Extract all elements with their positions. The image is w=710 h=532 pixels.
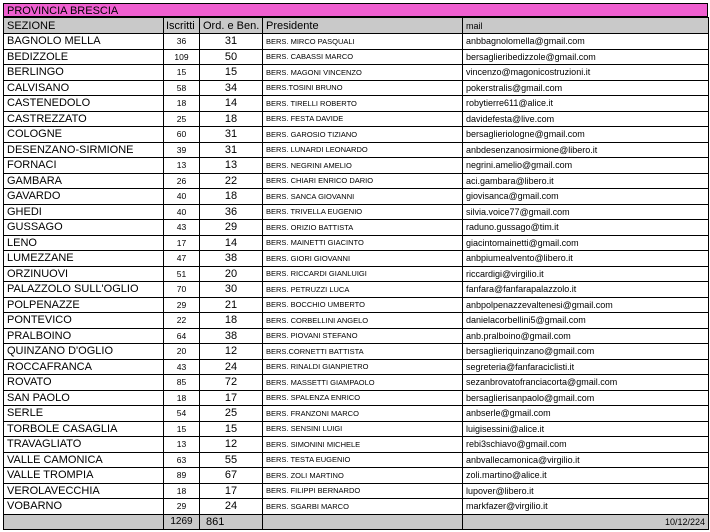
- cell-mail[interactable]: raduno.gussago@tim.it: [463, 220, 709, 236]
- cell-iscritti[interactable]: 39: [164, 142, 200, 158]
- cell-mail[interactable]: bersaglierisanpaolo@gmail.com: [463, 390, 709, 406]
- cell-presidente[interactable]: BERS. LUNARDI LEONARDO: [263, 142, 463, 158]
- cell-presidente[interactable]: BERS. SGARBI MARCO: [263, 499, 463, 515]
- cell-ord-ben[interactable]: 38: [200, 251, 263, 267]
- table-row: [4, 220, 709, 236]
- cell-ord-ben[interactable]: 25: [200, 406, 263, 422]
- cell-sezione[interactable]: GHEDI: [4, 204, 164, 220]
- cell-presidente[interactable]: BERS. SPALENZA ENRICO: [263, 390, 463, 406]
- table-row: [4, 421, 709, 437]
- cell-presidente[interactable]: BERS. SANCA GIOVANNI: [263, 189, 463, 205]
- table-row: [4, 189, 709, 205]
- header-iscritti[interactable]: Iscritti: [164, 18, 200, 34]
- table-row: [4, 266, 709, 282]
- cell-presidente[interactable]: BERS. FRANZONI MARCO: [263, 406, 463, 422]
- cell-presidente[interactable]: BERS.TOSINI BRUNO: [263, 80, 463, 96]
- cell-ord-ben[interactable]: 24: [200, 499, 263, 515]
- cell-presidente[interactable]: BERS. FILIPPI BERNARDO: [263, 483, 463, 499]
- cell-mail[interactable]: giacintomainetti@gmail.com: [463, 235, 709, 251]
- cell-sezione[interactable]: ROVATO: [4, 375, 164, 391]
- cell-iscritti[interactable]: 22: [164, 313, 200, 329]
- cell-presidente[interactable]: BERS. ZOLI MARTINO: [263, 468, 463, 484]
- cell-ord-ben[interactable]: 67: [200, 468, 263, 484]
- table-row: [4, 235, 709, 251]
- cell-iscritti[interactable]: 20: [164, 344, 200, 360]
- cell-presidente[interactable]: BERS. GAROSIO TIZIANO: [263, 127, 463, 143]
- cell-ord-ben[interactable]: 30: [200, 282, 263, 298]
- table-row: [4, 390, 709, 406]
- cell-ord-ben[interactable]: 12: [200, 344, 263, 360]
- cell-sezione[interactable]: FORNACI: [4, 158, 164, 174]
- table-row: [4, 282, 709, 298]
- cell-presidente[interactable]: BERS. TRIVELLA EUGENIO: [263, 204, 463, 220]
- table-body: [4, 34, 709, 515]
- table-row: [4, 313, 709, 329]
- header-presidente[interactable]: Presidente: [263, 18, 463, 34]
- cell-ord-ben[interactable]: 18: [200, 189, 263, 205]
- table-row: [4, 406, 709, 422]
- cell-mail[interactable]: anbpiumealvento@libero.it: [463, 251, 709, 267]
- cell-iscritti[interactable]: 64: [164, 328, 200, 344]
- cell-presidente[interactable]: BERS. CORBELLINI ANGELO: [263, 313, 463, 329]
- cell-presidente[interactable]: BERS. SENSINI LUIGI: [263, 421, 463, 437]
- cell-ord-ben[interactable]: 12: [200, 437, 263, 453]
- cell-iscritti[interactable]: 51: [164, 266, 200, 282]
- table-row: [4, 483, 709, 499]
- cell-mail[interactable]: fanfara@fanfarapalazzolo.it: [463, 282, 709, 298]
- cell-presidente[interactable]: BERS. TESTA EUGENIO: [263, 452, 463, 468]
- cell-sezione[interactable]: BERLINGO: [4, 65, 164, 81]
- totals-empty-cell[interactable]: [4, 514, 164, 529]
- cell-ord-ben[interactable]: 21: [200, 297, 263, 313]
- table-row: [4, 96, 709, 112]
- cell-ord-ben[interactable]: 18: [200, 111, 263, 127]
- cell-ord-ben[interactable]: 14: [200, 96, 263, 112]
- cell-mail[interactable]: vincenzo@magonicostruzioni.it: [463, 65, 709, 81]
- cell-ord-ben[interactable]: 15: [200, 421, 263, 437]
- cell-sezione[interactable]: PALAZZOLO SULL'OGLIO: [4, 282, 164, 298]
- cell-presidente[interactable]: BERS. PETRUZZI LUCA: [263, 282, 463, 298]
- cell-sezione[interactable]: VALLE TROMPIA: [4, 468, 164, 484]
- cell-iscritti[interactable]: 60: [164, 127, 200, 143]
- cell-mail[interactable]: bersaglieriquinzano@gmail.com: [463, 344, 709, 360]
- cell-mail[interactable]: zoli.martino@alice.it: [463, 468, 709, 484]
- cell-sezione[interactable]: TRAVAGLIATO: [4, 437, 164, 453]
- cell-sezione[interactable]: ROCCAFRANCA: [4, 359, 164, 375]
- cell-mail[interactable]: rebi3schiavo@gmail.com: [463, 437, 709, 453]
- sheet-title[interactable]: PROVINCIA BRESCIA: [3, 3, 708, 17]
- cell-iscritti[interactable]: 13: [164, 158, 200, 174]
- cell-ord-ben[interactable]: 31: [200, 34, 263, 50]
- table-row: [4, 173, 709, 189]
- header-mail[interactable]: mail: [463, 18, 709, 34]
- cell-ord-ben[interactable]: 20: [200, 266, 263, 282]
- table-row: [4, 499, 709, 515]
- cell-mail[interactable]: markfazer@virgilio.it: [463, 499, 709, 515]
- cell-mail[interactable]: lupover@libero.it: [463, 483, 709, 499]
- cell-mail[interactable]: robytierre611@alice.it: [463, 96, 709, 112]
- cell-iscritti[interactable]: 18: [164, 390, 200, 406]
- table-row: [4, 111, 709, 127]
- cell-mail[interactable]: anbbagnolomella@gmail.com: [463, 34, 709, 50]
- cell-mail[interactable]: davidefesta@live.com: [463, 111, 709, 127]
- cell-mail[interactable]: danielacorbellini5@gmail.com: [463, 313, 709, 329]
- table-row: [4, 34, 709, 50]
- cell-presidente[interactable]: BERS. PIOVANI STEFANO: [263, 328, 463, 344]
- cell-sezione[interactable]: GAVARDO: [4, 189, 164, 205]
- totals-date[interactable]: 10/12/224: [463, 514, 709, 529]
- cell-sezione[interactable]: QUINZANO D'OGLIO: [4, 344, 164, 360]
- cell-sezione[interactable]: CALVISANO: [4, 80, 164, 96]
- table-row: [4, 80, 709, 96]
- cell-ord-ben[interactable]: 24: [200, 359, 263, 375]
- cell-mail[interactable]: anbvallecamonica@virgilio.it: [463, 452, 709, 468]
- cell-mail[interactable]: anbpolpenazzevaltenesi@gmail.com: [463, 297, 709, 313]
- cell-ord-ben[interactable]: 34: [200, 80, 263, 96]
- cell-mail[interactable]: giovisanca@gmail.com: [463, 189, 709, 205]
- cell-mail[interactable]: silvia.voice77@gmail.com: [463, 204, 709, 220]
- cell-presidente[interactable]: BERS. CHIARI ENRICO DARIO: [263, 173, 463, 189]
- table-row: [4, 65, 709, 81]
- cell-sezione[interactable]: LUMEZZANE: [4, 251, 164, 267]
- cell-iscritti[interactable]: 25: [164, 111, 200, 127]
- cell-mail[interactable]: luigisessini@alice.it: [463, 421, 709, 437]
- cell-iscritti[interactable]: 109: [164, 49, 200, 65]
- cell-mail[interactable]: anbserle@gmail.com: [463, 406, 709, 422]
- cell-presidente[interactable]: BERS. MASSETTI GIAMPAOLO: [263, 375, 463, 391]
- cell-sezione[interactable]: GAMBARA: [4, 173, 164, 189]
- cell-sezione[interactable]: SAN PAOLO: [4, 390, 164, 406]
- cell-ord-ben[interactable]: 31: [200, 127, 263, 143]
- cell-presidente[interactable]: BERS. BOCCHIO UMBERTO: [263, 297, 463, 313]
- cell-iscritti[interactable]: 47: [164, 251, 200, 267]
- cell-presidente[interactable]: BERS. GIORI GIOVANNI: [263, 251, 463, 267]
- table-row: [4, 49, 709, 65]
- cell-ord-ben[interactable]: 72: [200, 375, 263, 391]
- cell-iscritti[interactable]: 18: [164, 483, 200, 499]
- table-row: [4, 297, 709, 313]
- cell-sezione[interactable]: VOBARNO: [4, 499, 164, 515]
- cell-sezione[interactable]: COLOGNE: [4, 127, 164, 143]
- cell-sezione[interactable]: BEDIZZOLE: [4, 49, 164, 65]
- cell-mail[interactable]: anb.pralboino@gmail.com: [463, 328, 709, 344]
- cell-iscritti[interactable]: 40: [164, 189, 200, 205]
- cell-ord-ben[interactable]: 15: [200, 65, 263, 81]
- cell-ord-ben[interactable]: 36: [200, 204, 263, 220]
- cell-mail[interactable]: bersaglieriologne@gmail.com: [463, 127, 709, 143]
- cell-iscritti[interactable]: 58: [164, 80, 200, 96]
- table-row: [4, 328, 709, 344]
- cell-ord-ben[interactable]: 50: [200, 49, 263, 65]
- cell-sezione[interactable]: TORBOLE CASAGLIA: [4, 421, 164, 437]
- table-row: [4, 468, 709, 484]
- cell-presidente[interactable]: BERS. CABASSI MARCO: [263, 49, 463, 65]
- cell-sezione[interactable]: PONTEVICO: [4, 313, 164, 329]
- cell-presidente[interactable]: BERS. MAGONI VINCENZO: [263, 65, 463, 81]
- cell-sezione[interactable]: GUSSAGO: [4, 220, 164, 236]
- cell-iscritti[interactable]: 43: [164, 220, 200, 236]
- table-row: [4, 344, 709, 360]
- table-row: [4, 127, 709, 143]
- cell-mail[interactable]: bersaglieribedizzole@gmail.com: [463, 49, 709, 65]
- cell-mail[interactable]: segreteria@fanfaraciclisti.it: [463, 359, 709, 375]
- header-ord-ben[interactable]: Ord. e Ben.: [200, 18, 263, 34]
- table-row: [4, 251, 709, 267]
- cell-iscritti[interactable]: 54: [164, 406, 200, 422]
- cell-presidente[interactable]: BERS. TIRELLI ROBERTO: [263, 96, 463, 112]
- cell-iscritti[interactable]: 26: [164, 173, 200, 189]
- cell-presidente[interactable]: BERS. SIMONINI MICHELE: [263, 437, 463, 453]
- cell-mail[interactable]: anbdesenzanosirmione@libero.it: [463, 142, 709, 158]
- cell-mail[interactable]: pokerstralis@gmail.com: [463, 80, 709, 96]
- cell-presidente[interactable]: BERS. NEGRINI AMELIO: [263, 158, 463, 174]
- total-iscritti[interactable]: 1269: [164, 514, 200, 529]
- cell-sezione[interactable]: POLPENAZZE: [4, 297, 164, 313]
- cell-iscritti[interactable]: 15: [164, 421, 200, 437]
- cell-iscritti[interactable]: 63: [164, 452, 200, 468]
- spreadsheet: [3, 3, 708, 530]
- cell-iscritti[interactable]: 18: [164, 96, 200, 112]
- cell-iscritti[interactable]: 36: [164, 34, 200, 50]
- table-row: [4, 375, 709, 391]
- cell-sezione[interactable]: PRALBOINO: [4, 328, 164, 344]
- cell-iscritti[interactable]: 85: [164, 375, 200, 391]
- totals-row: [4, 514, 709, 529]
- total-ord-ben[interactable]: 861: [200, 514, 263, 529]
- cell-iscritti[interactable]: 89: [164, 468, 200, 484]
- cell-iscritti[interactable]: 29: [164, 297, 200, 313]
- header-sezione[interactable]: SEZIONE: [4, 18, 164, 34]
- cell-mail[interactable]: negrini.amelio@gmail.com: [463, 158, 709, 174]
- cell-iscritti[interactable]: 70: [164, 282, 200, 298]
- cell-presidente[interactable]: BERS. RICCARDI GIANLUIGI: [263, 266, 463, 282]
- cell-presidente[interactable]: BERS. MAINETTI GIACINTO: [263, 235, 463, 251]
- cell-ord-ben[interactable]: 18: [200, 313, 263, 329]
- cell-ord-ben[interactable]: 17: [200, 390, 263, 406]
- cell-iscritti[interactable]: 43: [164, 359, 200, 375]
- table-row: [4, 437, 709, 453]
- table-row: [4, 142, 709, 158]
- cell-presidente[interactable]: BERS. FESTA DAVIDE: [263, 111, 463, 127]
- cell-iscritti[interactable]: 40: [164, 204, 200, 220]
- cell-presidente[interactable]: BERS.CORNETTI BATTISTA: [263, 344, 463, 360]
- cell-iscritti[interactable]: 17: [164, 235, 200, 251]
- cell-iscritti[interactable]: 29: [164, 499, 200, 515]
- cell-sezione[interactable]: VALLE CAMONICA: [4, 452, 164, 468]
- cell-ord-ben[interactable]: 13: [200, 158, 263, 174]
- cell-sezione[interactable]: ORZINUOVI: [4, 266, 164, 282]
- table-row: [4, 204, 709, 220]
- cell-sezione[interactable]: SERLE: [4, 406, 164, 422]
- cell-ord-ben[interactable]: 31: [200, 142, 263, 158]
- cell-ord-ben[interactable]: 29: [200, 220, 263, 236]
- cell-mail[interactable]: sezanbrovatofranciacorta@gmail.com: [463, 375, 709, 391]
- cell-mail[interactable]: aci.gambara@libero.it: [463, 173, 709, 189]
- cell-ord-ben[interactable]: 22: [200, 173, 263, 189]
- table-row: [4, 359, 709, 375]
- cell-sezione[interactable]: CASTENEDOLO: [4, 96, 164, 112]
- cell-sezione[interactable]: VEROLAVECCHIA: [4, 483, 164, 499]
- table-row: [4, 158, 709, 174]
- cell-iscritti[interactable]: 15: [164, 65, 200, 81]
- sections-table: [3, 17, 709, 530]
- cell-presidente[interactable]: BERS. RINALDI GIANPIETRO: [263, 359, 463, 375]
- cell-ord-ben[interactable]: 55: [200, 452, 263, 468]
- cell-ord-ben[interactable]: 17: [200, 483, 263, 499]
- cell-mail[interactable]: riccardigi@virgilio.it: [463, 266, 709, 282]
- cell-ord-ben[interactable]: 14: [200, 235, 263, 251]
- cell-iscritti[interactable]: 13: [164, 437, 200, 453]
- header-row: [4, 18, 709, 34]
- cell-presidente[interactable]: BERS. MIRCO PASQUALI: [263, 34, 463, 50]
- cell-sezione[interactable]: CASTREZZATO: [4, 111, 164, 127]
- cell-sezione[interactable]: BAGNOLO MELLA: [4, 34, 164, 50]
- cell-presidente[interactable]: BERS. ORIZIO BATTISTA: [263, 220, 463, 236]
- cell-sezione[interactable]: DESENZANO-SIRMIONE: [4, 142, 164, 158]
- cell-ord-ben[interactable]: 38: [200, 328, 263, 344]
- cell-sezione[interactable]: LENO: [4, 235, 164, 251]
- totals-empty-cell[interactable]: [263, 514, 463, 529]
- table-row: [4, 452, 709, 468]
